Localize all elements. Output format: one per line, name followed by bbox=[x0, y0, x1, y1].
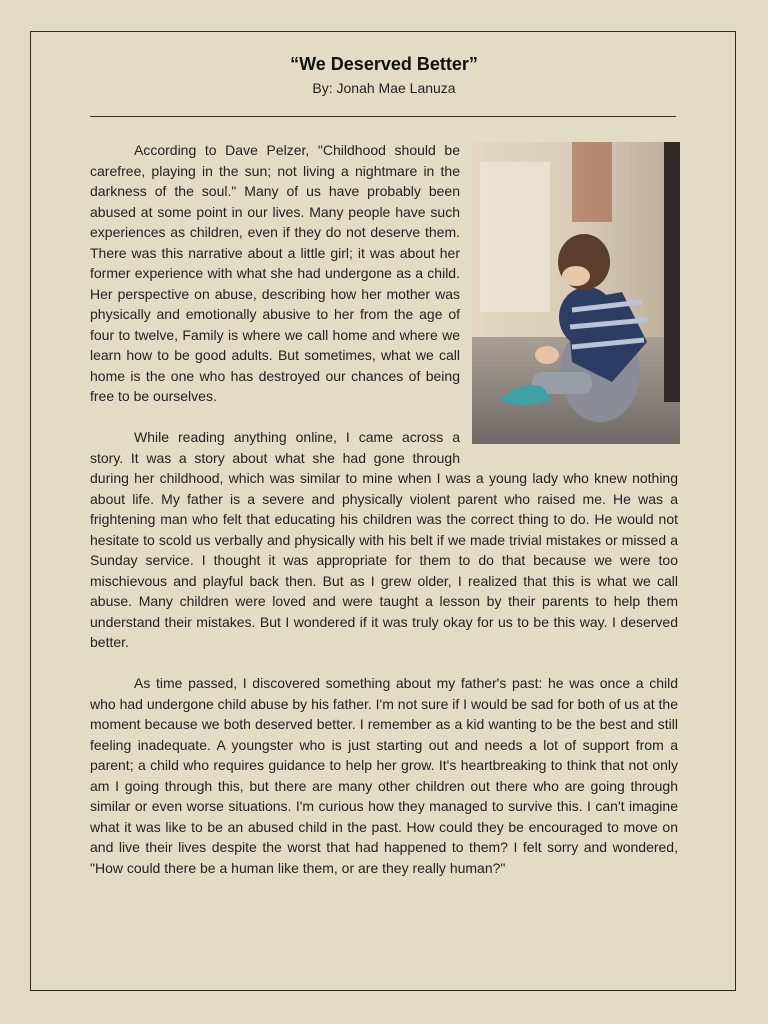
paragraph-3: As time passed, I discovered something about my father's past: he was once a child who had undergone child abuse by his father. I'm not sure if I would be sad for both of us at the moment because we both deserved better. I remember as a kid wanting to be the best and still feeling inadequate. A youngster who is just starting out and needs a lot of support from a parent; a child who requires guidance to help her grow. It's heartbreaking to think that not only am I going through this, but there are many other children out there who are going through similar or even worse situations. I'm curious how they managed to survive this. I can't imagine what it was like to be an abused child in the past. How could they be encouraged to move on and live their lives despite the worst that had happened to them? I felt sorry and wondered, "How could there be a human like them, or are they really human?" bbox=[90, 675, 678, 876]
sad-child-photo bbox=[472, 142, 680, 444]
title-divider bbox=[90, 116, 676, 117]
essay-body bbox=[90, 140, 678, 899]
child-illustration bbox=[472, 142, 680, 444]
essay-title: “We Deserved Better” bbox=[290, 54, 478, 74]
author-byline: By: Jonah Mae Lanuza bbox=[312, 80, 456, 96]
paragraph-2: While reading anything online, I came across a story. It was a story about what she had gone through during her childhood, which was similar to mine when I was a young lady who knew nothing about life. My father is a severe and physically violent parent who raised me. He was a frightening man who felt that educating his children was the correct thing to do. He would not hesitate to scold us verbally and physically with his belt if we made trivial mistakes or missed a Sunday service. I thought it was appropriate for them to do that because we were too mischievous and playful back then. But as I grew older, I realized that this is what we call abuse. Many children were loved and were taught a lesson by their parents to help them understand their mistakes. But I wondered if it was truly okay for us to be this way. I deserved better. bbox=[90, 429, 678, 650]
paragraph-1: According to Dave Pelzer, "Childhood should be carefree, playing in the sun; not living a nightmare in the darkness of the soul." Many of us have probably been abused at some point in our lives. Many people have such experiences as children, even if they do not deserve them. There was this narrative about a little girl; it was about her former experience with what she had undergone as a child. Her perspective on abuse, describing how her mother was physically and emotionally abusive to her from the age of four to twelve, Family is where we call home and where we learn how to be good adults. But sometimes, what we call home is the one who has destroyed our chances of being free to be ourselves. bbox=[90, 142, 460, 404]
